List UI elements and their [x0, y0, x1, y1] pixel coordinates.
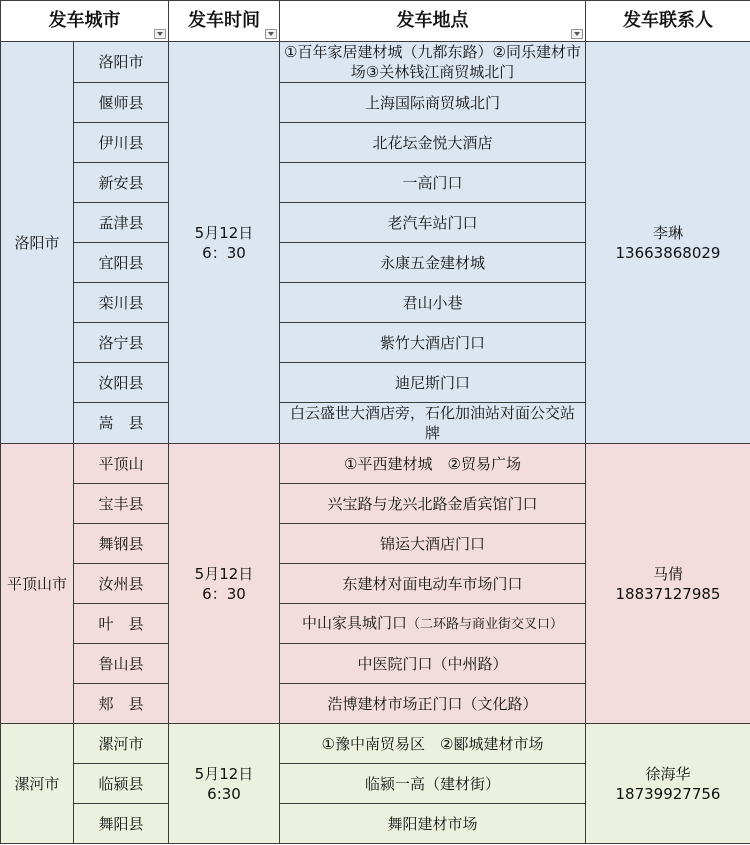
- location-cell: 一高门口: [280, 163, 586, 203]
- location-cell: 中医院门口（中州路）: [280, 644, 586, 684]
- city-cell: 平顶山市: [1, 444, 74, 724]
- header-label: 发车地点: [396, 10, 469, 31]
- location-cell: 迪尼斯门口: [280, 363, 586, 403]
- county-cell: 宜阳县: [74, 243, 169, 283]
- location-cell: 永康五金建材城: [280, 243, 586, 283]
- city-cell: 洛阳市: [1, 42, 74, 444]
- city-cell: 漯河市: [1, 724, 74, 844]
- location-cell: 上海国际商贸城北门: [280, 83, 586, 123]
- location-note: （二环路与商业街交叉口）: [407, 616, 564, 632]
- location-cell: 紫竹大酒店门口: [280, 323, 586, 363]
- county-cell: 宝丰县: [74, 484, 169, 524]
- header-departure-city: [1, 1, 169, 42]
- county-cell: 新安县: [74, 163, 169, 203]
- table-row: [1, 444, 750, 484]
- county-cell: 嵩 县: [74, 403, 169, 444]
- county-cell: 鲁山县: [74, 644, 169, 684]
- county-cell: 汝阳县: [74, 363, 169, 403]
- location-cell: ①百年家居建材城（九都东路）②同乐建材市场③关林钱江商贸城北门: [280, 42, 586, 83]
- county-cell: 栾川县: [74, 283, 169, 323]
- header-label: 发车时间: [188, 10, 260, 31]
- header-departure-location: [280, 1, 586, 42]
- location-cell: 兴宝路与龙兴北路金盾宾馆门口: [280, 484, 586, 524]
- time-date: 5月12日: [194, 764, 254, 783]
- time-cell: [169, 724, 280, 844]
- location-cell: 锦运大酒店门口: [280, 524, 586, 564]
- county-cell: 临颍县: [74, 764, 169, 804]
- time-clock: 6:30: [207, 784, 241, 803]
- contact-name: 李琳: [652, 223, 683, 242]
- contact-phone: 13663868029: [615, 243, 721, 262]
- time-cell: [169, 444, 280, 724]
- time-date: 5月12日: [194, 223, 254, 242]
- county-cell: 叶 县: [74, 604, 169, 644]
- location-cell: 浩博建材市场正门口（文化路）: [280, 684, 586, 724]
- location-cell: ①平西建材城 ②贸易广场: [280, 444, 586, 484]
- county-cell: 漯河市: [74, 724, 169, 764]
- filter-dropdown-icon[interactable]: [265, 29, 277, 39]
- location-cell: 东建材对面电动车市场门口: [280, 564, 586, 604]
- county-cell: 洛宁县: [74, 323, 169, 363]
- county-cell: 平顶山: [74, 444, 169, 484]
- location-cell: 老汽车站门口: [280, 203, 586, 243]
- contact-cell: [586, 42, 750, 444]
- header-row: [1, 1, 750, 42]
- header-contact: [586, 1, 750, 42]
- contact-name: 马倩: [652, 564, 683, 583]
- header-label: 发车联系人: [623, 10, 713, 31]
- filter-dropdown-icon[interactable]: [154, 29, 166, 39]
- time-clock: 6：30: [202, 243, 246, 262]
- contact-name: 徐海华: [645, 764, 691, 783]
- location-cell: ①豫中南贸易区 ②郾城建材市场: [280, 724, 586, 764]
- contact-cell: [586, 444, 750, 724]
- location-cell: 白云盛世大酒店旁，石化加油站对面公交站牌: [280, 403, 586, 444]
- time-cell: [169, 42, 280, 444]
- contact-cell: [586, 724, 750, 844]
- location-cell: 舞阳建材市场: [280, 804, 586, 844]
- county-cell: 汝州县: [74, 564, 169, 604]
- location-cell: [280, 604, 586, 644]
- filter-dropdown-icon[interactable]: [571, 29, 583, 39]
- location-cell: 君山小巷: [280, 283, 586, 323]
- county-cell: 孟津县: [74, 203, 169, 243]
- county-cell: 洛阳市: [74, 42, 169, 83]
- header-label: 发车城市: [48, 10, 121, 31]
- county-cell: 郏 县: [74, 684, 169, 724]
- table-row: [1, 724, 750, 764]
- county-cell: 偃师县: [74, 83, 169, 123]
- contact-phone: 18739927756: [615, 784, 721, 803]
- header-departure-time: [169, 1, 280, 42]
- table-row: [1, 42, 750, 83]
- contact-phone: 18837127985: [615, 584, 721, 603]
- location-cell: 临颍一高（建材街）: [280, 764, 586, 804]
- county-cell: 伊川县: [74, 123, 169, 163]
- time-clock: 6：30: [202, 584, 246, 603]
- county-cell: 舞阳县: [74, 804, 169, 844]
- county-cell: 舞钢县: [74, 524, 169, 564]
- time-date: 5月12日: [194, 564, 254, 583]
- location-text: 中山家具城门口: [301, 613, 407, 632]
- location-cell: 北花坛金悦大酒店: [280, 123, 586, 163]
